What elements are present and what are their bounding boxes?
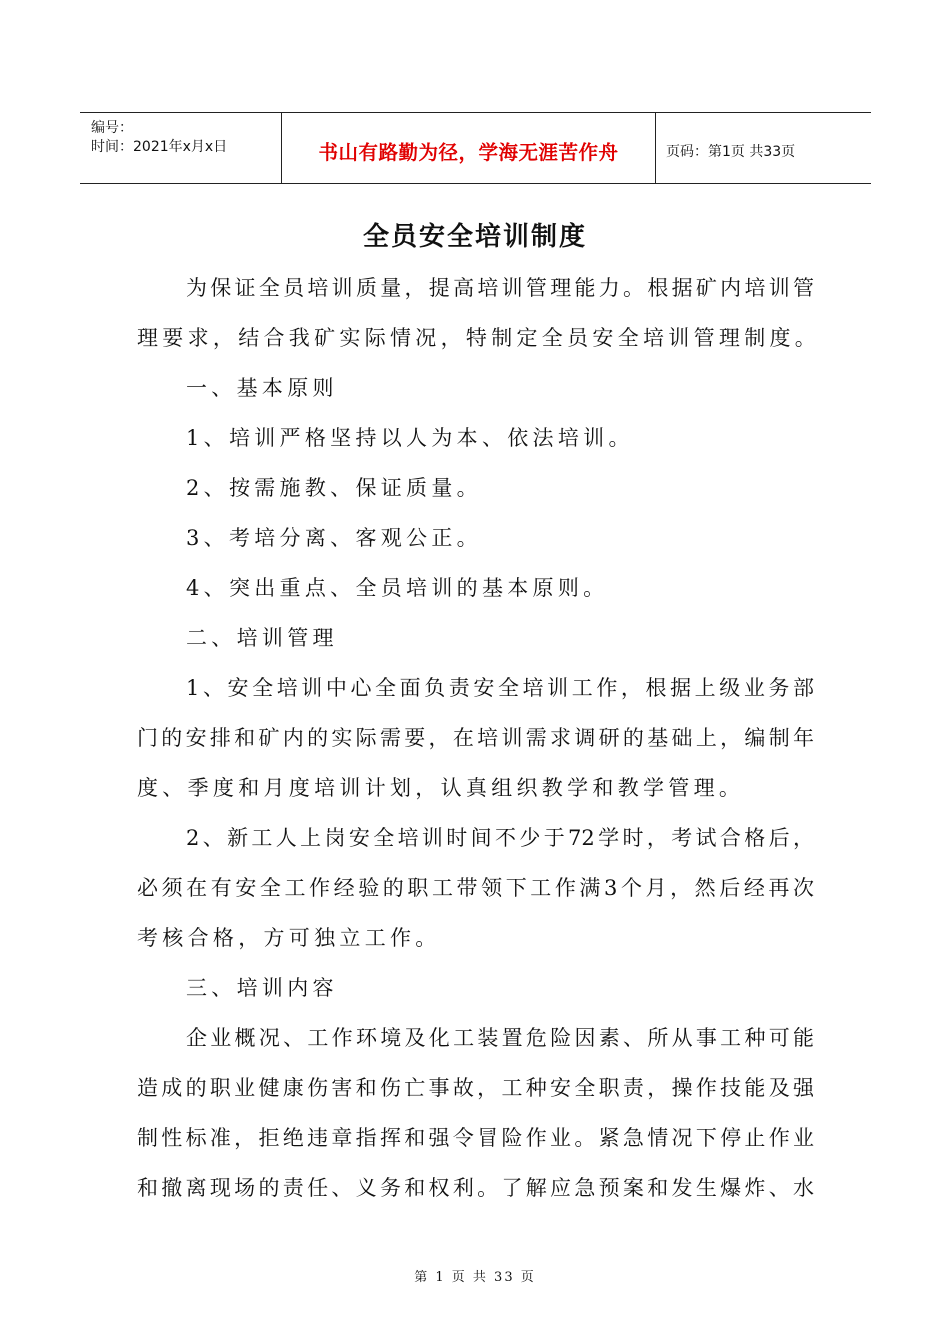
- list-item: 4、突出重点、全员培训的基本原则。: [186, 576, 609, 600]
- paragraph-line: 造成的职业健康伤害和伤亡事故，工种安全职责，操作技能及强: [137, 1076, 814, 1100]
- paragraph-line: 理要求，结合我矿实际情况，特制定全员安全培训管理制度。: [137, 326, 821, 350]
- document-title: 全员安全培训制度: [362, 222, 587, 252]
- header-table: [80, 112, 871, 184]
- paragraph-line: 度、季度和月度培训计划，认真组织教学和教学管理。: [137, 776, 745, 800]
- header-motto-cell: [281, 113, 656, 183]
- paragraph-line: 和撤离现场的责任、义务和权利。了解应急预案和发生爆炸、水: [137, 1176, 814, 1200]
- section-heading: 二、培训管理: [186, 626, 338, 650]
- paragraph-line: 2、新工人上岗安全培训时间不少于72学时，考试合格后，: [186, 826, 814, 850]
- header-page-cell: [655, 113, 871, 183]
- section-heading: 一、基本原则: [186, 376, 338, 400]
- header-page-label: 页码：第1页 共33页: [666, 144, 796, 160]
- paragraph-line: 门的安排和矿内的实际需要，在培训需求调研的基础上，编制年: [137, 726, 814, 750]
- header-left-cell: [80, 113, 281, 183]
- page-footer: 第 1 页 共 33 页: [414, 1270, 536, 1285]
- paragraph-line: 1、安全培训中心全面负责安全培训工作，根据上级业务部: [186, 676, 814, 700]
- section-heading: 三、培训内容: [186, 976, 338, 1000]
- paragraph-line: 必须在有安全工作经验的职工带领下工作满3个月，然后经再次: [137, 876, 814, 900]
- document-time-label: 时间：2021年x月x日: [91, 139, 228, 155]
- paragraph-line: 为保证全员培训质量，提高培训管理能力。根据矿内培训管: [186, 276, 814, 300]
- list-item: 3、考培分离、客观公正。: [186, 526, 482, 550]
- document-number-label: 编号：: [91, 120, 133, 136]
- header-motto: 书山有路勤为径，学海无涯苦作舟: [318, 141, 619, 164]
- paragraph-line: 企业概况、工作环境及化工装置危险因素、所从事工种可能: [186, 1026, 814, 1050]
- list-item: 2、按需施教、保证质量。: [186, 476, 482, 500]
- paragraph-line: 制性标准，拒绝违章指挥和强令冒险作业。紧急情况下停止作业: [137, 1126, 814, 1150]
- paragraph-line: 考核合格，方可独立工作。: [137, 926, 441, 950]
- list-item: 1、培训严格坚持以人为本、依法培训。: [186, 426, 634, 450]
